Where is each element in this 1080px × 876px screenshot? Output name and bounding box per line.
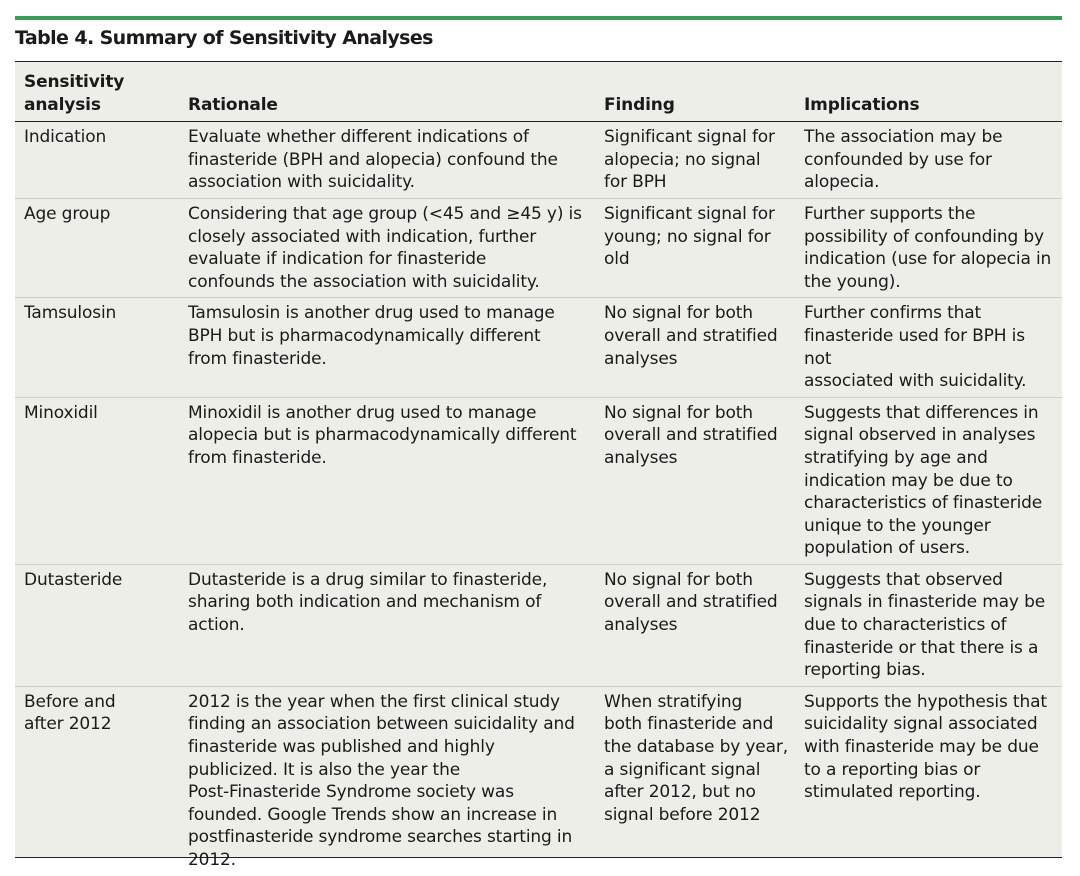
cell-analysis: Tamsulosin <box>15 298 179 397</box>
cell-rationale: Dutasteride is a drug similar to finasteride, sharing both indication and mechanism of action. <box>179 564 595 686</box>
table-caption: Table 4. Summary of Sensitivity Analyses <box>15 27 433 49</box>
table-row <box>15 198 1062 297</box>
cell-finding: No signal for both overall and stratified analyses <box>595 564 795 686</box>
cell-rationale: Evaluate whether different indications of finasteride (BPH and alopecia) confound the association with suicidality. <box>179 122 595 199</box>
table-row <box>15 686 1062 875</box>
cell-finding: No signal for both overall and stratified analyses <box>595 397 795 564</box>
sensitivity-analyses-table <box>15 62 1062 876</box>
table-row <box>15 397 1062 564</box>
cell-analysis: Dutasteride <box>15 564 179 686</box>
cell-finding: Significant signal for young; no signal for old <box>595 198 795 297</box>
table-row <box>15 298 1062 397</box>
cell-rationale: Considering that age group (<45 and ≥45 y) is closely associated with indication, further evaluate if indication for finasteride confounds the association with suicidality. <box>179 198 595 297</box>
cell-implications: Suggests that differences in signal observed in analyses stratifying by age and indication may be due to characteristics of finasteride unique to the younger population of users. <box>795 397 1062 564</box>
header-finding: Finding <box>595 62 795 122</box>
table-row <box>15 564 1062 686</box>
header-rationale: Rationale <box>179 62 595 122</box>
cell-analysis: Indication <box>15 122 179 199</box>
header-implications: Implications <box>795 62 1062 122</box>
cell-rationale: 2012 is the year when the first clinical study finding an association between suicidality and finasteride was published and highly publicized. It is also the year the Post-Finasteride Syndrome society was founded. Google Trends show an increase in postfinasteride syndrome searches starting in 2012. <box>188 691 575 870</box>
cell-analysis: Minoxidil <box>15 397 179 564</box>
cell-finding: When stratifying both finasteride and the database by year, a significant signal after 2012, but no signal before 2012 <box>604 691 788 825</box>
cell-finding: No signal for both overall and stratified analyses <box>595 298 795 397</box>
header-sensitivity-analysis: Sensitivity analysis <box>15 62 179 122</box>
cell-implications: Further supports the possibility of confounding by indication (use for alopecia in the young). <box>795 198 1062 297</box>
cell-implications: The association may be confounded by use for alopecia. <box>795 122 1062 199</box>
top-accent-rule <box>15 16 1062 20</box>
cell-implications: Supports the hypothesis that suicidality signal associated with finasteride may be due to a reporting bias or stimulated reporting. <box>804 691 1047 803</box>
cell-analysis: Age group <box>15 198 179 297</box>
cell-analysis: Before and after 2012 <box>24 691 116 735</box>
cell-rationale: Tamsulosin is another drug used to manage BPH but is pharmacodynamically different from finasteride. <box>179 298 595 397</box>
cell-finding: Significant signal for alopecia; no signal for BPH <box>595 122 795 199</box>
table-header-row <box>15 62 1062 122</box>
cell-rationale: Minoxidil is another drug used to manage alopecia but is pharmacodynamically different from finasteride. <box>179 397 595 564</box>
table-container <box>15 61 1062 870</box>
table-row <box>15 122 1062 199</box>
cell-implications: Suggests that observed signals in finasteride may be due to characteristics of finasteride or that there is a reporting bias. <box>795 564 1062 686</box>
cell-implications: Further confirms that finasteride used for BPH is not associated with suicidality. <box>795 298 1062 397</box>
